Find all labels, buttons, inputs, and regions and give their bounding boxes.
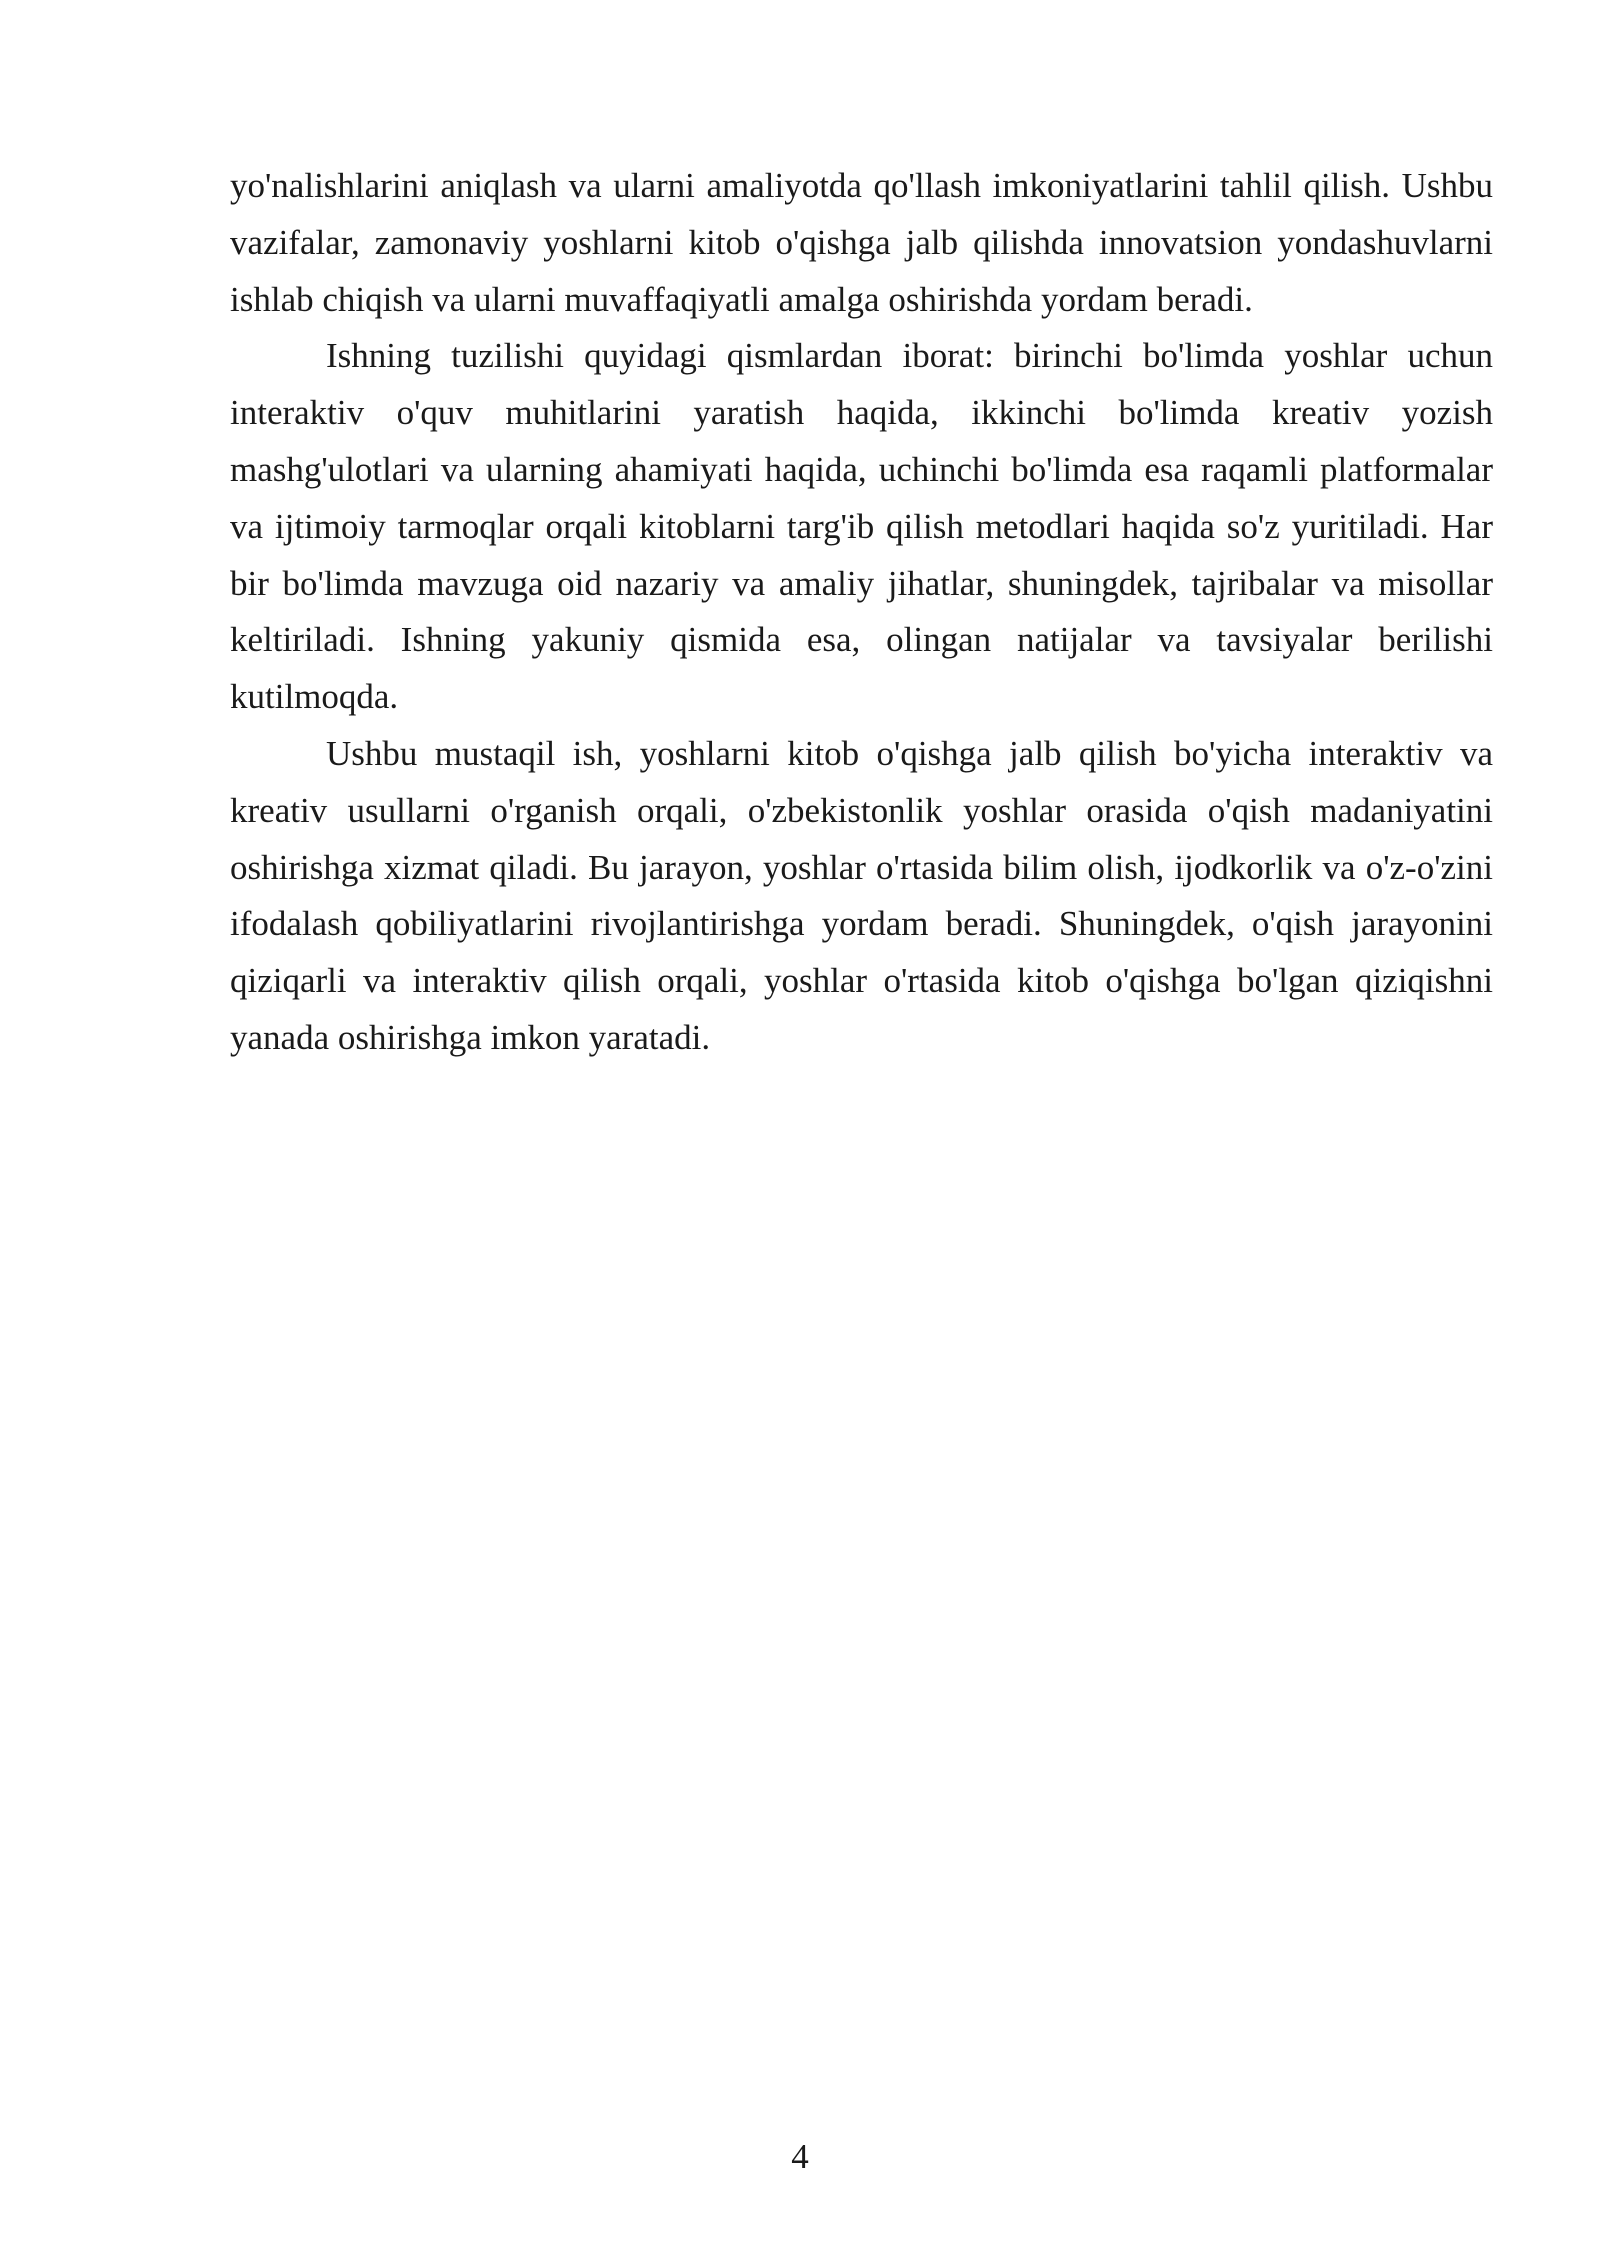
- paragraph-1: yo'nalishlarini aniqlash va ularni amaliyotda qo'llash imkoniyatlarini tahlil qilish. Ushbu vazifalar, zamonaviy yoshlarni kitob o'qishga jalb qilishda innovatsion yondashuvlarni ishlab chiqish va ularni muvaffaqiyatli amalga oshirishda yordam beradi.: [230, 166, 1493, 319]
- paragraph-3: Ushbu mustaqil ish, yoshlarni kitob o'qishga jalb qilish bo'yicha interaktiv va kreativ usullarni o'rganish orqali, o'zbekistonlik yoshlar orasida o'qish madaniyatini oshirishga xizmat qiladi. Bu jarayon, yoshlar o'rtasida bilim olish, ijodkorlik va o'z-o'zini ifodalash qobiliyatlarini rivojlantirishga yordam beradi. Shuningdek, o'qish jarayonini qiziqarli va interaktiv qilish orqali, yoshlar o'rtasida kitob o'qishga bo'lgan qiziqishni yanada oshirishga imkon yaratadi.: [230, 733, 1493, 1057]
- body-text: [230, 158, 1493, 1067]
- paragraph-2: Ishning tuzilishi quyidagi qismlardan iborat: birinchi bo'limda yoshlar uchun interaktiv o'quv muhitlarini yaratish haqida, ikkinchi bo'limda kreativ yozish mashg'ulotlari va ularning ahamiyati haqida, uchinchi bo'limda esa raqamli platformalar va ijtimoiy tarmoqlar orqali kitoblarni targ'ib qilish metodlari haqida so'z yuritiladi. Har bir bo'limda mavzuga oid nazariy va amaliy jihatlar, shuningdek, tajribalar va misollar keltiriladi. Ishning yakuniy qismida esa, olingan natijalar va tavsiyalar berilishi kutilmoqda.: [230, 336, 1493, 717]
- page-number: 4: [791, 2137, 809, 2176]
